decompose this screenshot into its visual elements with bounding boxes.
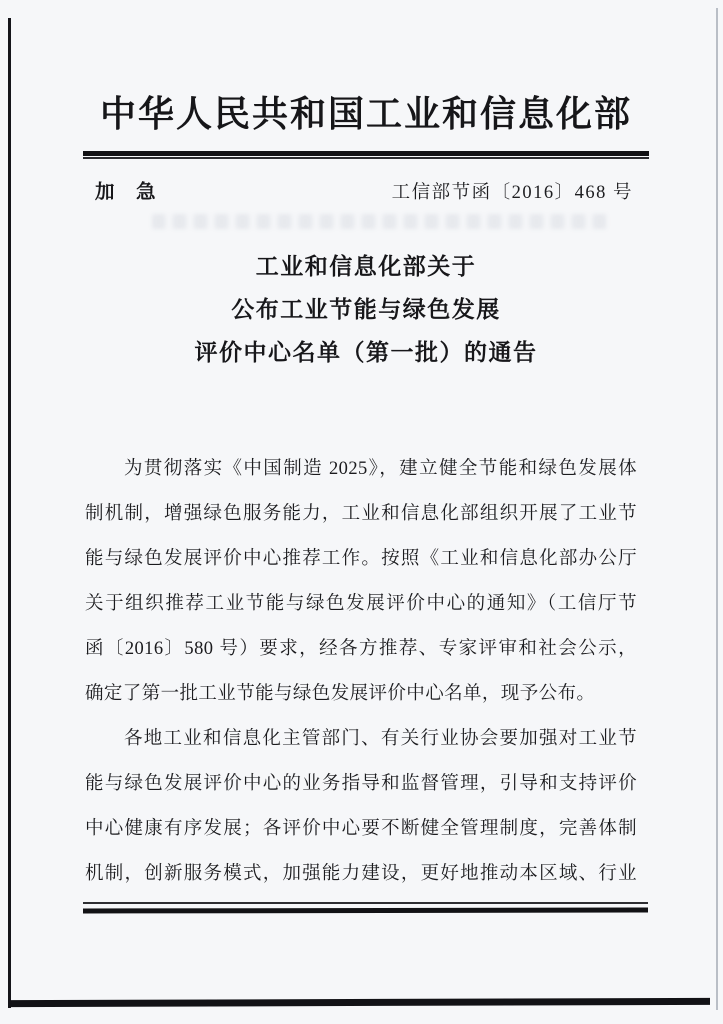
scan-edge-bottom bbox=[10, 998, 710, 1007]
footer-rule-thick-line bbox=[83, 907, 648, 913]
body-line: 为贯彻落实《中国制造 2025》，建立健全节能和绿色发展体 bbox=[124, 459, 637, 479]
letterhead-rule-thin-line bbox=[83, 157, 649, 159]
notice-body bbox=[85, 447, 637, 897]
body-line: 制机制，增强绿色服务能力，工业和信息化部组织开展了工业节 bbox=[85, 504, 637, 524]
letterhead-rule-thick-line bbox=[83, 151, 649, 156]
body-line: 中心健康有序发展；各评价中心要不断健全管理制度，完善体制 bbox=[85, 819, 637, 839]
page-footer-rule bbox=[83, 902, 648, 913]
document-meta-row bbox=[83, 176, 649, 204]
body-line: 各地工业和信息化主管部门、有关行业协会要加强对工业节 bbox=[124, 729, 637, 749]
letterhead-separator-rule bbox=[83, 151, 649, 159]
notice-title-line: 公布工业节能与绿色发展 bbox=[231, 297, 501, 322]
bleed-through-ghost-text bbox=[152, 214, 608, 229]
document-number: 工信部节函〔2016〕468 号 bbox=[391, 183, 633, 203]
body-line: 能与绿色发展评价中心的业务指导和监督管理，引导和支持评价 bbox=[85, 774, 637, 794]
body-line: 关于组织推荐工业节能与绿色发展评价中心的通知》（工信厅节 bbox=[85, 594, 637, 614]
letterhead-org-title: 中华人民共和国工业和信息化部 bbox=[99, 94, 632, 134]
body-line: 函〔2016〕580 号）要求，经各方推荐、专家评审和社会公示， bbox=[85, 639, 637, 659]
scan-edge-right bbox=[716, 8, 718, 1010]
notice-title bbox=[83, 245, 649, 374]
footer-rule-thin-line bbox=[83, 902, 648, 904]
body-line: 能与绿色发展评价中心推荐工作。按照《工业和信息化部办公厅 bbox=[85, 549, 637, 569]
body-line: 确定了第一批工业节能与绿色发展评价中心名单，现予公布。 bbox=[85, 684, 596, 704]
scan-edge-left bbox=[8, 18, 11, 1008]
urgency-label: 加 急 bbox=[95, 182, 157, 203]
notice-title-line: 工业和信息化部关于 bbox=[255, 254, 477, 279]
notice-title-line: 评价中心名单（第一批）的通告 bbox=[194, 340, 538, 365]
body-line: 机制，创新服务模式，加强能力建设，更好地推动本区域、行业 bbox=[85, 864, 637, 884]
